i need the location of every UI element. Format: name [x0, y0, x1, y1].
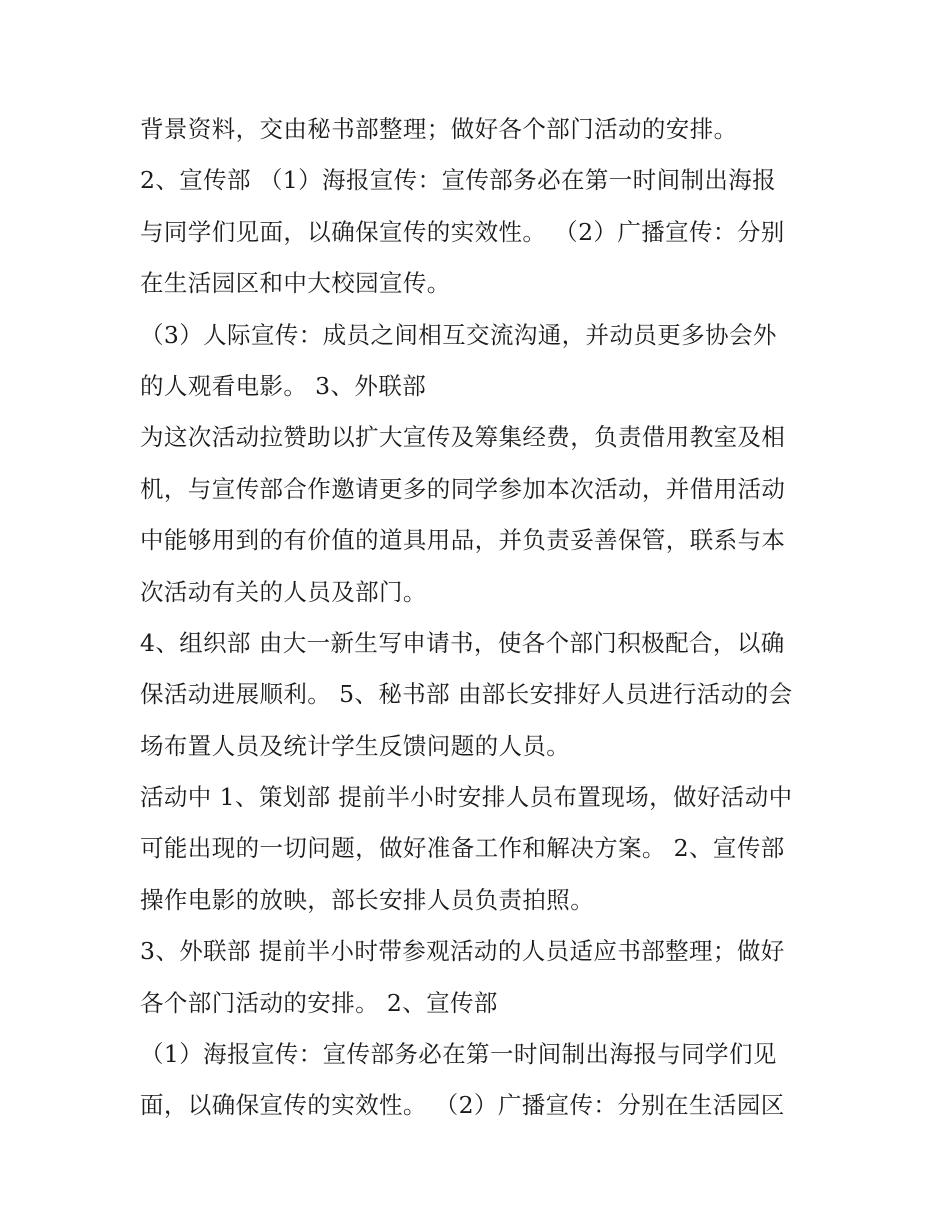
- text-line: 3、外联部 提前半小时带参观活动的人员适应书部整理；做好: [140, 937, 785, 966]
- text-line: 活动中 1、策划部 提前半小时安排人员布置现场，做好活动中: [140, 783, 793, 812]
- text-line: 各个部门活动的安排。 2、宣传部: [140, 988, 498, 1017]
- text-line: 4、组织部 由大一新生写申请书，使各个部门积极配合，以确: [140, 628, 785, 657]
- text-line: 与同学们见面，以确保宣传的实效性。 （2）广播宣传：分别: [140, 217, 785, 246]
- text-line: 机，与宣传部合作邀请更多的同学参加本次活动，并借用活动: [140, 474, 786, 503]
- text-line: 场布置人员及统计学生反馈问题的人员。: [140, 731, 571, 760]
- text-line: 在生活园区和中大校园宣传。: [140, 269, 451, 298]
- text-line: （3）人际宣传：成员之间相互交流沟通，并动员更多协会外: [140, 320, 777, 349]
- text-line: 为这次活动拉赞助以扩大宣传及筹集经费，负责借用教室及相: [140, 423, 786, 452]
- text-line: 中能够用到的有价值的道具用品，并负责妥善保管，联系与本: [140, 526, 786, 555]
- text-line: 操作电影的放映，部长安排人员负责拍照。: [140, 885, 595, 914]
- text-line: 面，以确保宣传的实效性。 （2）广播宣传：分别在生活园区: [140, 1091, 785, 1120]
- text-line: 可能出现的一切问题，做好准备工作和解决方案。 2、宣传部: [140, 834, 785, 863]
- text-line: 次活动有关的人员及部门。: [140, 577, 427, 606]
- text-line: 保活动进展顺利。 5、秘书部 由部长安排好人员进行活动的会: [140, 680, 793, 709]
- text-line: （1）海报宣传：宣传部务必在第一时间制出海报与同学们见: [140, 1040, 777, 1069]
- text-line: 的人观看电影。 3、外联部: [140, 371, 427, 400]
- text-line: 2、宣传部 （1）海报宣传：宣传部务必在第一时间制出海报: [140, 166, 777, 195]
- text-line: 背景资料，交由秘书部整理；做好各个部门活动的安排。: [140, 115, 738, 143]
- document-body: [140, 104, 820, 1132]
